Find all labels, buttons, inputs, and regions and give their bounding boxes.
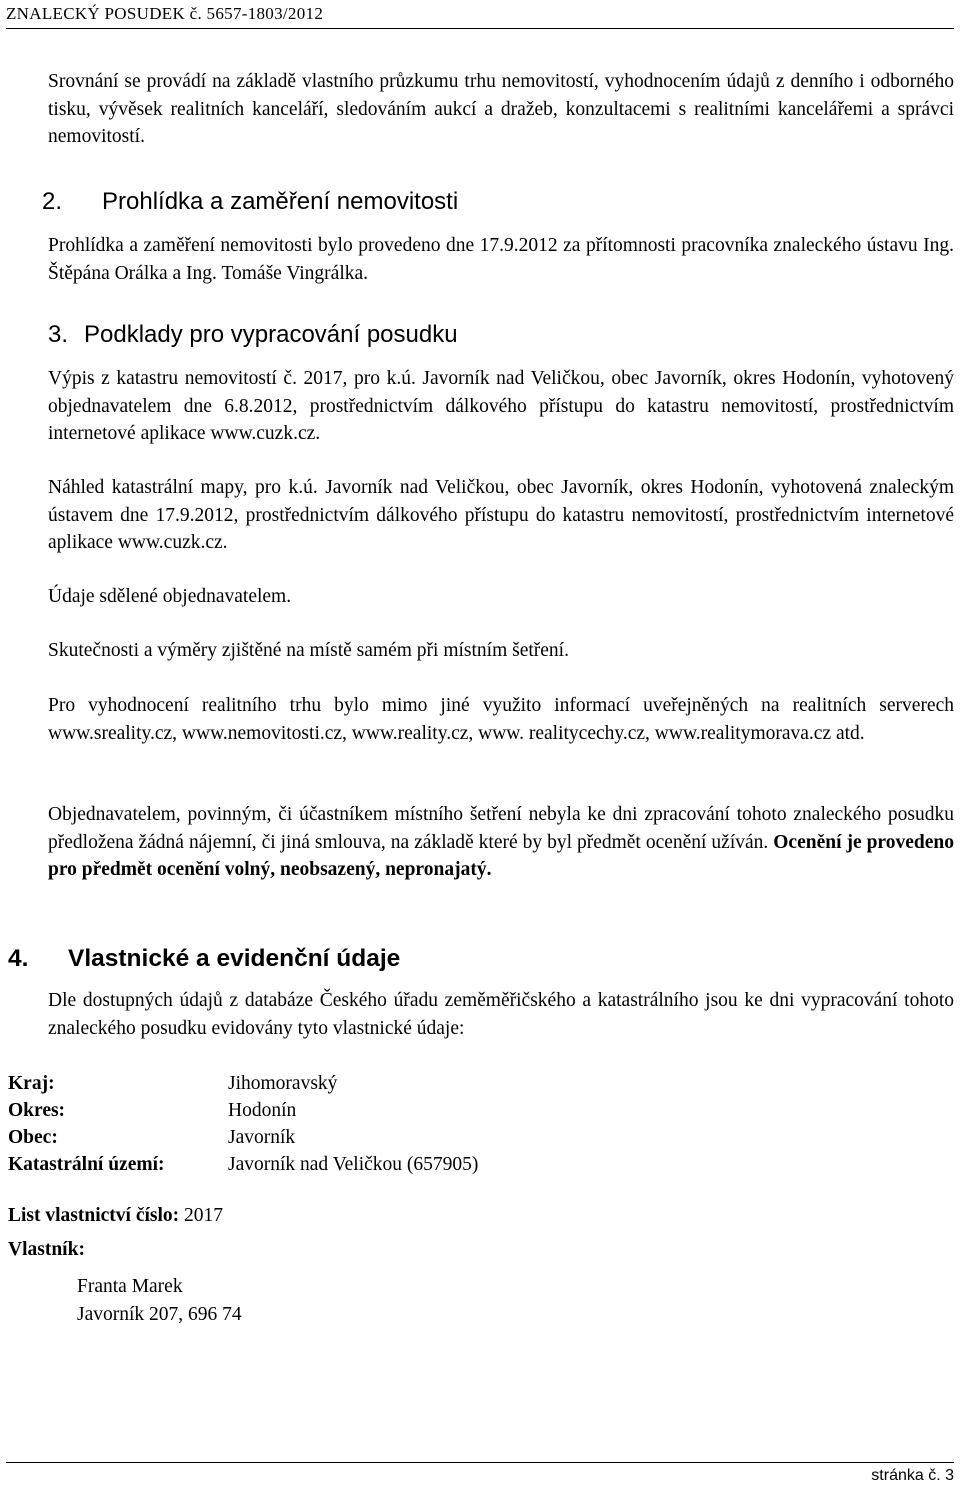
- section-number: 2.: [42, 188, 63, 215]
- intro-paragraph: Srovnání se provádí na základě vlastního průzkumu trhu nemovitostí, vyhodnocením údajů z denního i odborného tisku, vývěsek realitních kanceláří, sledováním aukcí a dražeb, konzultacemi s realitními kancelářemi a správci nemovitostí.: [48, 71, 954, 147]
- disclaimer-text: Objednavatelem, povinným, či účastníkem místního šetření nebyla ke dni zpracování tohoto znaleckého posudku předložena žádná nájemní, či jiná smlouva, na základě které by byl předmět ocenění užíván.: [48, 804, 954, 853]
- section-3-source-1: Výpis z katastru nemovitostí č. 2017, pro k.ú. Javorník nad Veličkou, obec Javorník, okres Hodonín, vyhotovený objednavatelem dne 6.8.2012, prostřednictvím dálkového přístupu do katastru nemovitostí, prostřednictvím internetové aplikace www.cuzk.cz.: [48, 368, 954, 444]
- section-number: 4.: [8, 945, 29, 972]
- disclaimer-bold-text: Ocenění je provedeno pro předmět ocenění volný, neobsazený, nepronajatý.: [48, 831, 954, 880]
- section-2-heading: [42, 186, 458, 218]
- section-title: Vlastnické a evidenční údaje: [68, 945, 401, 972]
- owner-label-line: [8, 1236, 85, 1263]
- info-value: Hodonín: [228, 1100, 297, 1121]
- info-row-katastralni-uzemi: [8, 1151, 478, 1178]
- document-title: ZNALECKÝ POSUDEK č. 5657-1803/2012: [6, 4, 324, 23]
- info-row-kraj: [8, 1070, 478, 1097]
- info-label: Katastrální území:: [8, 1154, 165, 1175]
- section-3-source-5: Pro vyhodnocení realitního trhu bylo mimo jiné využito informací uveřejněných na realitních serverech www.sreality.cz, www.nemovitosti.cz, www.reality.cz, www. realitycechy.cz, www.realitymorava.cz atd.: [48, 695, 954, 744]
- owner-address: Javorník 207, 696 74: [77, 1304, 242, 1325]
- page-header: [6, 2, 954, 29]
- section-title: Prohlídka a zaměření nemovitosti: [102, 188, 459, 215]
- page-number: stránka č. 3: [871, 1467, 954, 1484]
- section-3-source-6: [48, 801, 954, 884]
- list-vlastnictvi: [8, 1202, 223, 1229]
- info-label: Obec:: [8, 1127, 58, 1148]
- info-value: Jihomoravský: [228, 1073, 338, 1094]
- owner-label: Vlastník:: [8, 1239, 85, 1260]
- info-label: Okres:: [8, 1100, 66, 1121]
- section-4-text: Dle dostupných údajů z databáze Českého úřadu zeměměřičského a katastrálního jsou ke dni vypracování tohoto znaleckého posudku evidovány tyto vlastnické údaje:: [48, 990, 954, 1039]
- section-3-heading: [48, 319, 458, 351]
- info-row-obec: [8, 1124, 478, 1151]
- property-info-table: [8, 1070, 478, 1178]
- section-4-heading: [8, 943, 400, 975]
- info-value: Javorník: [228, 1127, 296, 1148]
- section-2-text: Prohlídka a zaměření nemovitosti bylo provedeno dne 17.9.2012 za přítomnosti pracovníka znaleckého ústavu Ing. Štěpána Orálka a Ing. Tomáše Vingrálka.: [48, 235, 954, 284]
- owner-name: Franta Marek: [77, 1276, 183, 1297]
- info-label: Kraj:: [8, 1073, 55, 1094]
- section-title: Podklady pro vypracování posudku: [84, 321, 458, 348]
- info-row-okres: [8, 1097, 478, 1124]
- owner-block: [77, 1273, 242, 1329]
- section-number: 3.: [48, 321, 69, 348]
- lv-label: List vlastnictví číslo:: [8, 1205, 180, 1226]
- section-3-source-3: Údaje sdělené objednavatelem.: [48, 586, 292, 607]
- lv-value: 2017: [184, 1205, 224, 1226]
- info-value: Javorník nad Veličkou (657905): [228, 1154, 479, 1175]
- section-3-source-2: Náhled katastrální mapy, pro k.ú. Javorník nad Veličkou, obec Javorník, okres Hodonín, vyhotovená znaleckým ústavem dne 17.9.2012, prostřednictvím dálkového přístupu do katastru nemovitostí, prostřednictvím internetové aplikace www.cuzk.cz.: [48, 477, 954, 553]
- section-3-source-4: Skutečnosti a výměry zjištěné na místě samém při místním šetření.: [48, 640, 569, 661]
- footer-divider: [6, 1462, 954, 1463]
